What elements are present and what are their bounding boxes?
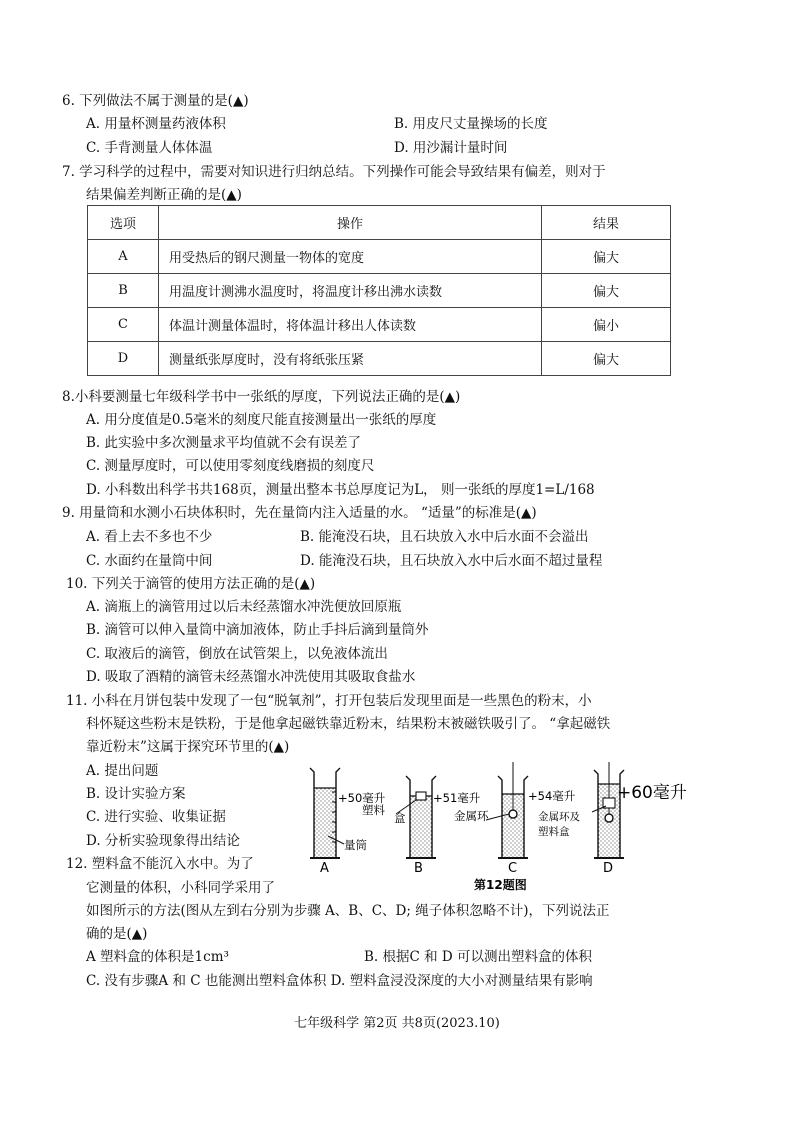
q12-option-a: A 塑料盒的体积是1cm³ — [86, 949, 229, 965]
metal-ring-c — [509, 810, 517, 818]
water-a — [314, 788, 336, 858]
q6-option-b: B. 用皮尺丈量操场的长度 — [394, 116, 548, 132]
cylinder-c — [486, 762, 528, 858]
q9-option-c: C. 水面约在量筒中间 — [86, 553, 213, 569]
step-d-label: D — [603, 861, 614, 876]
q9-stem: 9. 用量筒和水测小石块体积时，先在量筒内注入适量的水。 “适量”的标准是(▲) — [62, 505, 537, 521]
q11-line2: 科怀疑这些粉末是铁粉，于是他拿起磁铁靠近粉末，结果粉末被磁铁吸引了。 “拿起磁铁 — [86, 716, 611, 732]
cell-option: A — [88, 240, 159, 274]
d-volume-label: +60毫升 — [617, 783, 687, 803]
table-row — [88, 342, 671, 376]
q7-stem-line2: 结果偏差判断正确的是(▲) — [86, 187, 242, 203]
header-option: 选项 — [88, 206, 159, 240]
table-row — [88, 274, 671, 308]
step-a-label: A — [320, 861, 329, 876]
q10-stem: 10. 下列关于滴管的使用方法正确的是(▲) — [66, 576, 316, 592]
q11-option-b: B. 设计实验方案 — [86, 786, 186, 802]
q6-stem: 6. 下列做法不属于测量的是(▲) — [62, 93, 249, 109]
q10-option-d: D. 吸取了酒精的滴管未经蒸馏水冲洗使用其吸取食盐水 — [86, 669, 416, 685]
q6-option-a: A. 用量杯测量药液体积 — [86, 116, 226, 132]
d-ring-box-label-2: 塑料盒 — [538, 826, 570, 838]
cell-result: 偏大 — [542, 274, 671, 308]
cell-result: 偏大 — [542, 240, 671, 274]
q11-option-d: D. 分析实验现象得出结论 — [86, 833, 240, 849]
q11-line3: 靠近粉末”这属于探究环节里的(▲) — [86, 739, 290, 755]
table-row — [88, 240, 671, 274]
q7-stem-line1: 7. 学习科学的过程中，需要对知识进行归纳总结。下列操作可能会导致结果有偏差，则对于 — [62, 164, 606, 180]
metal-ring-d — [605, 814, 613, 822]
q12-line4: 确的是(▲) — [86, 926, 148, 942]
a-volume-label: +50毫升 — [338, 791, 386, 805]
q8-stem: 8.小科要测量七年级科学书中一张纸的厚度，下列说法正确的是(▲) — [62, 389, 461, 405]
cell-result: 偏大 — [542, 342, 671, 376]
d-ring-box-label-1: 金属环及 — [538, 811, 580, 823]
b-volume-label: +51毫升 — [433, 791, 481, 805]
q7-table — [87, 205, 671, 376]
q12-line1: 12. 塑料盒不能沉入水中。为了 — [66, 856, 254, 872]
header-result: 结果 — [542, 206, 671, 240]
cell-operation: 用受热后的钢尺测量一物体的宽度 — [159, 240, 542, 274]
q10-option-a: A. 滴瓶上的滴管用过以后未经蒸馏水冲洗便放回原瓶 — [86, 599, 402, 615]
table-row — [88, 308, 671, 342]
cell-option: D — [88, 342, 159, 376]
q10-option-b: B. 滴管可以伸入量筒中滴加液体，防止手抖后滴到量筒外 — [86, 622, 429, 638]
q12-option-c: C. 没有步骤A 和 C 也能测出塑料盒体积 D. 塑料盒浸没深度的大小对测量结果有影响 — [86, 973, 593, 989]
cylinder-a — [310, 768, 344, 858]
q11-option-a: A. 提出问题 — [86, 763, 159, 779]
water-b — [410, 796, 432, 858]
page-footer: 七年级科学 第2页 共8页(2023.10) — [294, 1016, 500, 1031]
q6-option-d: D. 用沙漏计量时间 — [394, 140, 508, 156]
c-volume-label: +54毫升 — [528, 789, 576, 803]
cell-option: B — [88, 274, 159, 308]
q11-option-c: C. 进行实验、收集证据 — [86, 809, 226, 825]
q12-line2: 它测量的体积，小科同学采用了 — [86, 880, 275, 896]
q9-option-a: A. 看上去不多也不少 — [86, 529, 213, 545]
cell-option: C — [88, 308, 159, 342]
b-box-label-1: 塑料 — [362, 803, 385, 817]
q8-option-d: D. 小科数出科学书共168页，测量出整本书总厚度记为L， 则一张纸的厚度1=L/168 — [86, 482, 595, 498]
cell-operation: 测量纸张厚度时，没有将纸张压紧 — [159, 342, 542, 376]
q12-option-b: B. 根据C 和 D 可以测出塑料盒的体积 — [364, 949, 593, 965]
step-c-label: C — [508, 861, 518, 876]
cell-result: 偏小 — [542, 308, 671, 342]
plastic-box-b — [416, 792, 426, 800]
q11-line1: 11. 小科在月饼包装中发现了一包“脱氧剂”，打开包装后发现里面是一些黑色的粉末，小 — [66, 693, 592, 709]
a-cylinder-label: 量筒 — [344, 838, 367, 852]
q8-option-b: B. 此实验中多次测量求平均值就不会有误差了 — [86, 435, 362, 451]
q9-option-d: D. 能淹没石块，且石块放入水中后水面不超过量程 — [300, 553, 603, 569]
q10-option-c: C. 取液后的滴管，倒放在试管架上，以免液体流出 — [86, 646, 388, 662]
c-ring-label: 金属环 — [454, 809, 489, 823]
cell-operation: 用温度计测沸水温度时，将温度计移出沸水读数 — [159, 274, 542, 308]
table-header-row — [88, 206, 671, 240]
q12-line3: 如图所示的方法(图从左到右分别为步骤 A、B、C、D; 绳子体积忽略不计)，下列说法正 — [86, 903, 610, 919]
q12-figure — [306, 762, 704, 897]
q8-option-a: A. 用分度值是0.5毫米的刻度尺能直接测量出一张纸的厚度 — [86, 412, 437, 428]
q8-option-c: C. 测量厚度时，可以使用零刻度线磨损的刻度尺 — [86, 458, 375, 474]
step-b-label: B — [414, 861, 423, 876]
b-box-label-2: 盒 — [394, 811, 406, 825]
figure-caption: 第12题图 — [474, 878, 527, 892]
q9-option-b: B. 能淹没石块，且石块放入水中后水面不会溢出 — [300, 529, 589, 545]
q6-option-c: C. 手背测量人体体温 — [86, 140, 213, 156]
cell-operation: 体温计测量体温时，将体温计移出人体读数 — [159, 308, 542, 342]
header-operation: 操作 — [159, 206, 542, 240]
cylinder-d — [592, 762, 624, 858]
